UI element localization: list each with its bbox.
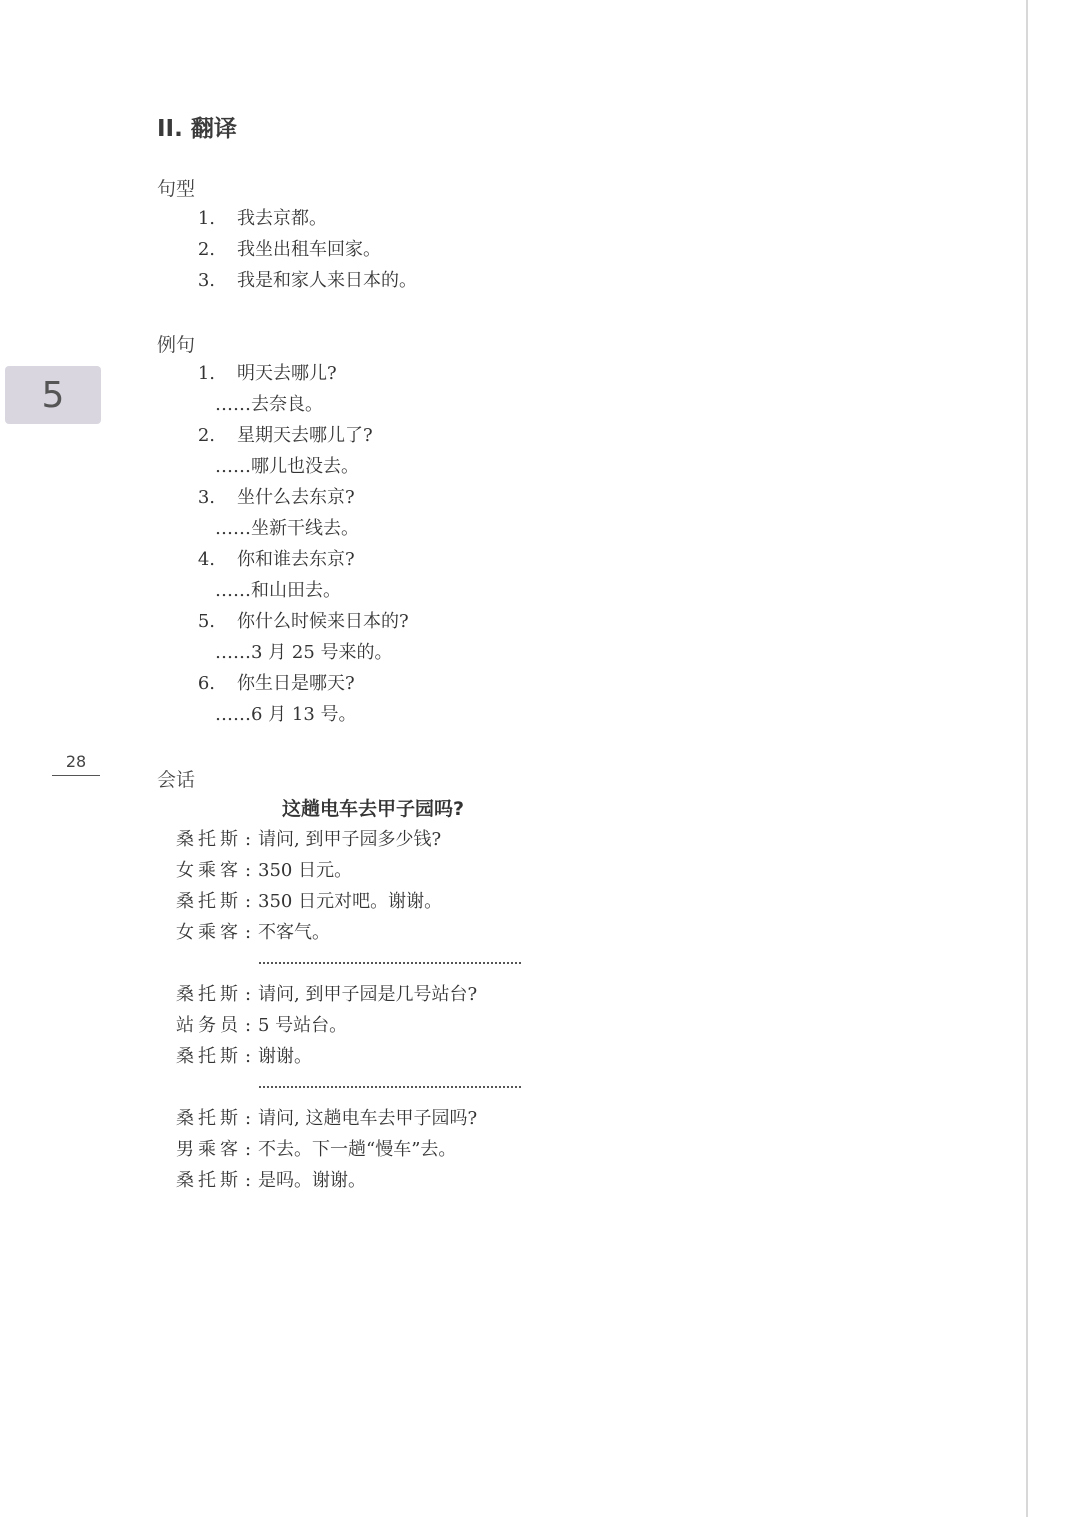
- line-text: 不去。下一趟“慢车”去。: [258, 1139, 457, 1160]
- speaker-colon: :: [244, 1108, 252, 1129]
- dotted-separator: [259, 962, 521, 964]
- example-answer-row: [157, 451, 409, 482]
- example-answer-row: [157, 637, 409, 668]
- example-answer: ……3 月 25 号来的。: [215, 642, 393, 663]
- speaker-name: 桑托斯: [176, 1046, 238, 1067]
- speaker-name: 站务员: [176, 1015, 238, 1036]
- item-text: 我去京都。: [237, 208, 327, 229]
- speaker-name: 男乘客: [176, 1139, 238, 1160]
- list-item: [157, 420, 409, 451]
- example-question: 你和谁去东京?: [237, 549, 355, 570]
- dialogue-line: [176, 917, 442, 948]
- item-number: 5.: [197, 611, 215, 632]
- dialogue-part-1: [176, 824, 442, 948]
- line-text: 谢谢。: [258, 1046, 312, 1067]
- speaker-name: 桑托斯: [176, 984, 238, 1005]
- speaker-colon: :: [244, 1046, 252, 1067]
- line-text: 是吗。谢谢。: [258, 1170, 366, 1191]
- dialogue-line: [176, 855, 442, 886]
- dialogue-part-3: [176, 1103, 477, 1196]
- patterns-list: [157, 203, 417, 296]
- item-text: 我是和家人来日本的。: [237, 270, 417, 291]
- dialogue-line: [176, 979, 477, 1010]
- list-item: [157, 203, 417, 234]
- dialogue-line: [176, 1103, 477, 1134]
- example-question: 明天去哪儿?: [237, 363, 337, 384]
- speaker-colon: :: [244, 891, 252, 912]
- section-title: II. 翻译: [157, 116, 237, 142]
- speaker-colon: :: [244, 922, 252, 943]
- page-number: 28: [52, 752, 100, 776]
- dialogue-line: [176, 1010, 477, 1041]
- speaker-name: 桑托斯: [176, 1170, 238, 1191]
- dotted-separator: [259, 1086, 521, 1088]
- speaker-colon: :: [244, 1170, 252, 1191]
- example-question: 你生日是哪天?: [237, 673, 355, 694]
- chapter-tab: 5: [5, 366, 101, 424]
- dialogue-part-2: [176, 979, 477, 1072]
- item-number: 4.: [197, 549, 215, 570]
- dialogue-title: 这趟电车去甲子园吗?: [282, 798, 465, 820]
- line-text: 请问, 到甲子园是几号站台?: [258, 984, 478, 1005]
- speaker-name: 桑托斯: [176, 1108, 238, 1129]
- dialogue-line: [176, 1134, 477, 1165]
- list-item: [157, 544, 409, 575]
- example-question: 星期天去哪儿了?: [237, 425, 373, 446]
- line-text: 请问, 到甲子园多少钱?: [258, 829, 442, 850]
- list-item: [157, 234, 417, 265]
- speaker-colon: :: [244, 860, 252, 881]
- conversation-heading: 会话: [157, 769, 196, 791]
- speaker-name: 女乘客: [176, 922, 238, 943]
- example-answer: ……6 月 13 号。: [215, 704, 357, 725]
- list-item: [157, 606, 409, 637]
- example-answer-row: [157, 699, 409, 730]
- examples-list: [157, 358, 409, 730]
- list-item: [157, 265, 417, 296]
- example-answer: ……坐新干线去。: [215, 518, 359, 539]
- speaker-colon: :: [244, 1015, 252, 1036]
- dialogue-line: [176, 1041, 477, 1072]
- line-text: 不客气。: [258, 922, 330, 943]
- dialogue-line: [176, 1165, 477, 1196]
- line-text: 350 日元对吧。谢谢。: [258, 891, 443, 912]
- item-number: 2.: [197, 239, 215, 260]
- example-question: 坐什么去东京?: [237, 487, 355, 508]
- speaker-colon: :: [244, 829, 252, 850]
- example-answer: ……去奈良。: [215, 394, 323, 415]
- example-answer: ……哪儿也没去。: [215, 456, 359, 477]
- example-question: 你什么时候来日本的?: [237, 611, 409, 632]
- speaker-name: 女乘客: [176, 860, 238, 881]
- list-item: [157, 358, 409, 389]
- item-number: 1.: [197, 363, 215, 384]
- speaker-name: 桑托斯: [176, 829, 238, 850]
- list-item: [157, 668, 409, 699]
- item-text: 我坐出租车回家。: [237, 239, 381, 260]
- item-number: 3.: [197, 270, 215, 291]
- example-answer: ……和山田去。: [215, 580, 341, 601]
- page-edge-rule: [1026, 0, 1028, 1517]
- speaker-colon: :: [244, 1139, 252, 1160]
- item-number: 3.: [197, 487, 215, 508]
- patterns-heading: 句型: [157, 178, 196, 200]
- line-text: 5 号站台。: [258, 1015, 348, 1036]
- speaker-name: 桑托斯: [176, 891, 238, 912]
- speaker-colon: :: [244, 984, 252, 1005]
- examples-heading: 例句: [157, 334, 196, 356]
- item-number: 2.: [197, 425, 215, 446]
- dialogue-line: [176, 886, 442, 917]
- example-answer-row: [157, 513, 409, 544]
- item-number: 6.: [197, 673, 215, 694]
- list-item: [157, 482, 409, 513]
- line-text: 请问, 这趟电车去甲子园吗?: [258, 1108, 478, 1129]
- example-answer-row: [157, 575, 409, 606]
- item-number: 1.: [197, 208, 215, 229]
- line-text: 350 日元。: [258, 860, 353, 881]
- example-answer-row: [157, 389, 409, 420]
- dialogue-line: [176, 824, 442, 855]
